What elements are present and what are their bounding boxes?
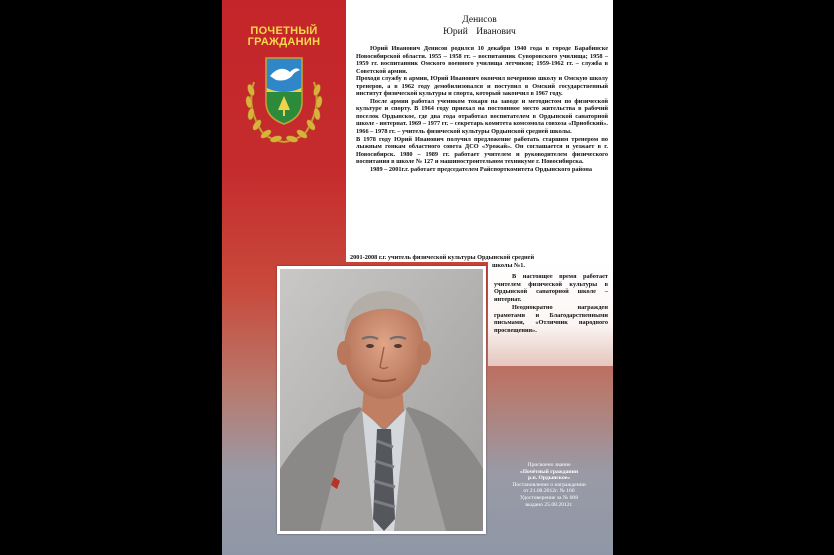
caption-line: Постановление о награждении [512,481,586,488]
bio-paragraph: Юрий Иванович Денисов родился 10 декабря 1940 года в городе Барабинске Новосибирской области. 1955 – 1958 гг. – воспитанник Суворовского училища; 1958 – 1959 гг. воспитанник Омского военного училища летчиков; 1959-1962 гг. – служба в Советской армии. [356,45,608,75]
bio-paragraph: После армии работал учеником токаря на заводе и методистом по физической культуре и спорту. В 1964 году приехал на постоянное место жительства в рабочий поселок Ордынское, где два года отработал воспитателем в Ордынской санаторной школе - интернат. 1969 – 1977 гг. – секретарь комитета комсомола совхоза «Приобский». 1966 – 1978 гг. – учитель физической культуры Ордынской средней школы. [356,97,608,136]
side-paragraph: В настоящее время работает учителем физической культуры в Ордынской санаторной школе – интернат. [494,273,608,304]
person-surname: Денисов [462,15,497,25]
caption-line: р.п. Ордынское» [527,475,571,482]
coat-of-arms-icon [240,52,328,148]
bio-paragraph: Проходя службу в армии, Юрий Иванович окончил вечернюю школу и Омскую школу тренеров, а в 1962 году демобилизовался и поступил в Омский государственный институт физической культуры и спорта, который закончил в 1967 году. [356,75,608,98]
bio-paragraph: В 1978 году Юрий Иванович получил предложение работать старшим тренером по лыжным гонкам областного совета ДСО «Урожай». Он соглашается и уезжает в г. Новосибирск. 1980 – 1989 гг. работает учителем и руководителем физического воспитания в школе № 127 и машиностроительном техникуме г. Новосибирска. [356,135,608,166]
bio-tail-line1: 2001-2008 г.г. учитель физической культуры Ордынской средней [350,254,535,261]
side-text [494,273,608,335]
bio-tail-line2: школы №1. [492,261,526,269]
portrait-frame [277,266,486,534]
side-paragraph: Неоднократно награжден грамотами и Благодарственными письмами, «Отличник народного просвещения». [494,303,608,334]
caption-line: выдано 25.08.2012г. [525,501,573,508]
caption-line: от 21.08.2012г. № 166 [523,488,575,495]
portrait-photo [280,269,483,531]
bio-paragraph: 1989 – 2001г.г. работает председателем Райспорткомитета Ордынского района [370,165,593,173]
caption-line: Удостоверение за № 008 [519,494,579,501]
poster [222,0,613,555]
badge-title [244,26,324,48]
award-caption [494,462,604,508]
person-name [346,14,613,38]
caption-line: «Почётный гражданин [519,468,579,475]
biography [356,45,608,173]
badge-title-line1: ПОЧЕТНЫЙ [250,25,318,37]
badge-title-line2: ГРАЖДАНИН [247,36,321,48]
person-given-name: Юрий Иванович [443,27,516,37]
caption-line: Присвоено звание [527,462,571,468]
